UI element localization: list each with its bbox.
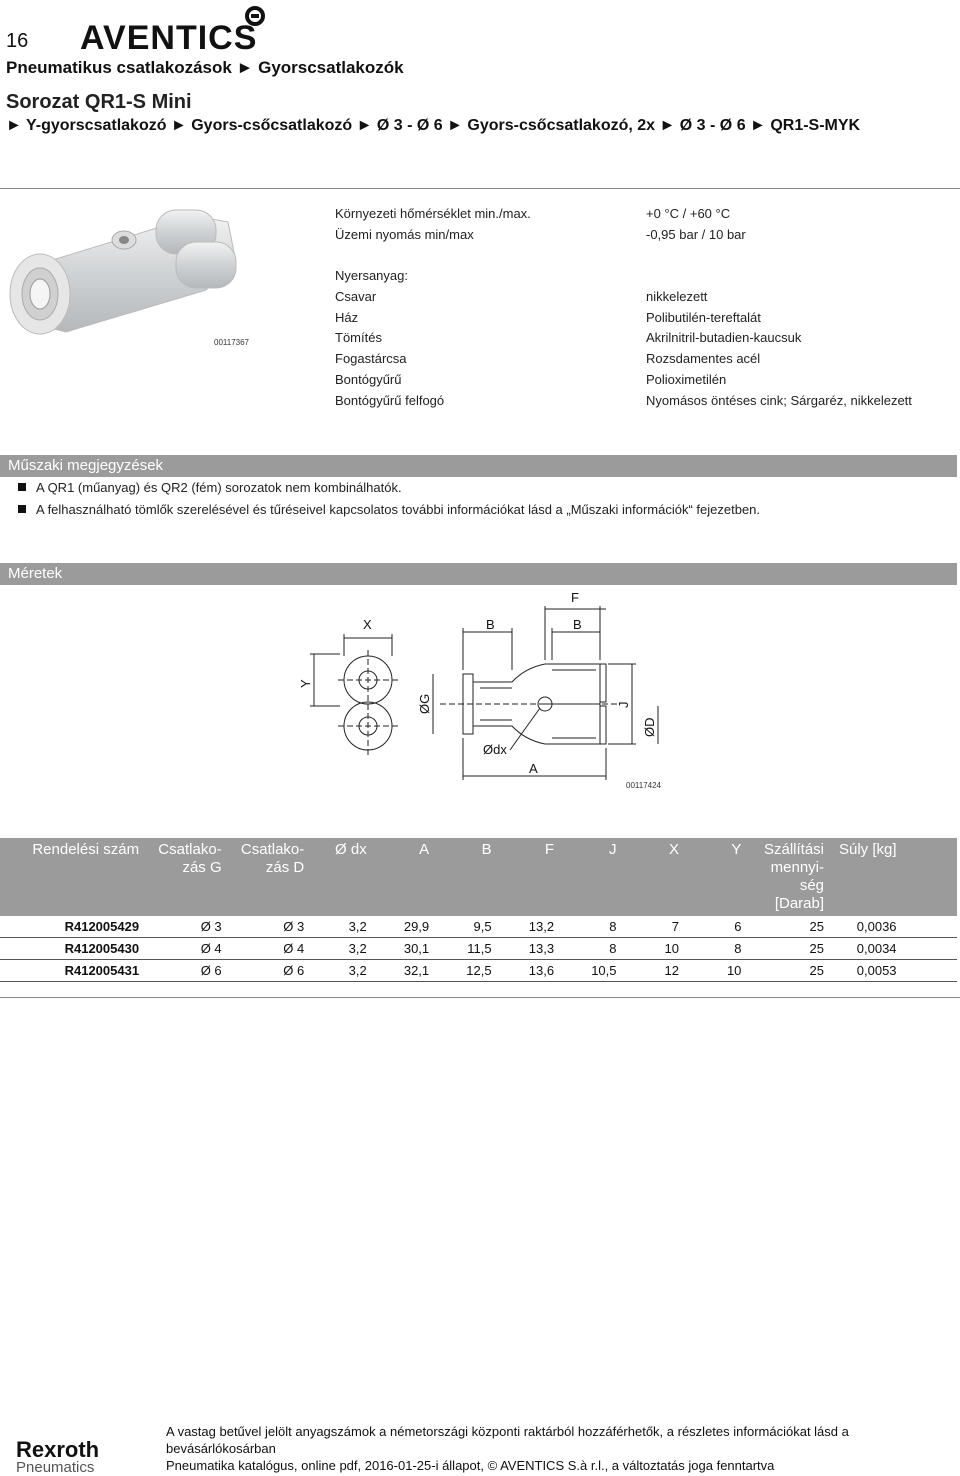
order-number: R412005429 bbox=[0, 916, 147, 938]
table-cell: 30,1 bbox=[375, 938, 437, 960]
column-header: Rendelési szám bbox=[0, 838, 147, 916]
table-cell: 11,5 bbox=[437, 938, 499, 960]
table-cell: Ø 6 bbox=[230, 960, 313, 982]
table-cell: 10,5 bbox=[562, 960, 624, 982]
table-cell: Ø 3 bbox=[230, 916, 313, 938]
column-header: J bbox=[562, 838, 624, 916]
table-cell: 0,0034 bbox=[832, 938, 905, 960]
table-cell: 7 bbox=[625, 916, 687, 938]
table-row bbox=[0, 916, 957, 938]
temperature-label: Környezeti hőmérséklet min./max. bbox=[335, 206, 531, 221]
footer-note: A vastag betűvel jelölt anyagszámok a németországi központi raktárból hozzáférhetők, a részletes információkat lásd a bevásárlókosárban bbox=[166, 1424, 849, 1456]
notes-section-title: Műszaki megjegyzések bbox=[0, 455, 957, 477]
temperature-value: +0 °C / +60 °C bbox=[646, 206, 731, 221]
dim-label-dx: Ødx bbox=[483, 742, 507, 757]
breadcrumb: ► Y-gyorscsatlakozó ► Gyors-csőcsatlakozó ► Ø 3 - Ø 6 ► Gyors-csőcsatlakozó, 2x ► Ø 3 - Ø 6 ► QR1-S-MYK bbox=[6, 117, 861, 134]
svg-text:AVENTICS: AVENTICS bbox=[80, 19, 258, 54]
bullet-square-icon bbox=[18, 505, 26, 513]
table-cell-blank bbox=[905, 938, 957, 960]
table-cell-blank bbox=[905, 916, 957, 938]
dimensions-section-title: Méretek bbox=[0, 563, 957, 585]
table-cell: 25 bbox=[749, 938, 832, 960]
table-cell: 8 bbox=[562, 938, 624, 960]
dim-label-a: A bbox=[529, 761, 538, 776]
rexroth-logo: Rexroth bbox=[16, 1437, 100, 1462]
page-number: 16 bbox=[6, 30, 29, 52]
table-cell: 10 bbox=[687, 960, 749, 982]
table-cell: 12 bbox=[625, 960, 687, 982]
column-header: Szállítási mennyi-ség [Darab] bbox=[749, 838, 832, 916]
footer-catalog-info: Pneumatika katalógus, online pdf, 2016-01-25-i állapot, © AVENTICS S.à r.l., a változtatás joga fenntartva bbox=[166, 1458, 775, 1473]
table-cell-blank bbox=[905, 960, 957, 982]
table-cell: 10 bbox=[625, 938, 687, 960]
table-cell: 29,9 bbox=[375, 916, 437, 938]
divider bbox=[0, 997, 960, 998]
dim-label-b: B bbox=[573, 617, 582, 632]
material-label: Fogastárcsa bbox=[335, 351, 407, 366]
category-heading: Pneumatikus csatlakozások ► Gyorscsatlakozók bbox=[6, 58, 404, 77]
material-label: Tömítés bbox=[335, 330, 382, 345]
dimension-drawing bbox=[280, 585, 680, 785]
table-cell: 3,2 bbox=[312, 960, 374, 982]
dim-label-f: F bbox=[571, 590, 579, 605]
column-header: A bbox=[375, 838, 437, 916]
dim-label-d: ØD bbox=[642, 717, 657, 737]
order-number: R412005431 bbox=[0, 960, 147, 982]
material-value: Polibutilén-tereftalát bbox=[646, 310, 761, 325]
material-value: nikkelezett bbox=[646, 289, 708, 304]
table-cell: 25 bbox=[749, 916, 832, 938]
dim-label-y: Y bbox=[298, 679, 313, 688]
table-cell: 12,5 bbox=[437, 960, 499, 982]
materials-heading: Nyersanyag: bbox=[335, 268, 408, 283]
column-header: Ø dx bbox=[312, 838, 374, 916]
table-header-row bbox=[0, 838, 957, 916]
drawing-code: 00117424 bbox=[626, 781, 661, 790]
column-header: Súly [kg] bbox=[832, 838, 905, 916]
table-cell: Ø 4 bbox=[230, 938, 313, 960]
order-number: R412005430 bbox=[0, 938, 147, 960]
table-cell: 32,1 bbox=[375, 960, 437, 982]
column-header-blank bbox=[905, 838, 957, 916]
table-row bbox=[0, 960, 957, 982]
table-row bbox=[0, 938, 957, 960]
table-cell: 13,6 bbox=[500, 960, 562, 982]
note-text: A QR1 (műanyag) és QR2 (fém) sorozatok nem kombinálhatók. bbox=[36, 480, 402, 495]
material-label: Bontógyűrű bbox=[335, 372, 402, 387]
material-value: Akrilnitril-butadien-kaucsuk bbox=[646, 330, 802, 345]
table-cell: 3,2 bbox=[312, 938, 374, 960]
order-table bbox=[0, 838, 957, 982]
column-header: B bbox=[437, 838, 499, 916]
column-header: Csatlako-zás D bbox=[230, 838, 313, 916]
product-image bbox=[6, 202, 242, 342]
table-cell: Ø 6 bbox=[147, 960, 230, 982]
table-cell: 9,5 bbox=[437, 916, 499, 938]
pneumatics-logo-subtitle: Pneumatics bbox=[16, 1459, 95, 1476]
dim-label-j: J bbox=[616, 701, 631, 708]
pressure-label: Üzemi nyomás min/max bbox=[335, 227, 474, 242]
bullet-square-icon bbox=[18, 483, 26, 491]
table-cell: 13,2 bbox=[500, 916, 562, 938]
note-item bbox=[18, 502, 760, 517]
column-header: F bbox=[500, 838, 562, 916]
table-cell: 6 bbox=[687, 916, 749, 938]
dim-label-b: B bbox=[486, 617, 495, 632]
column-header: X bbox=[625, 838, 687, 916]
table-cell: Ø 4 bbox=[147, 938, 230, 960]
aventics-logo bbox=[80, 4, 270, 54]
table-cell: 13,3 bbox=[500, 938, 562, 960]
dim-label-x: X bbox=[363, 617, 372, 632]
note-item bbox=[18, 480, 402, 495]
column-header: Csatlako-zás G bbox=[147, 838, 230, 916]
material-value: Nyomásos öntéses cink; Sárgaréz, nikkelezett bbox=[646, 393, 912, 408]
material-label: Ház bbox=[335, 310, 359, 325]
material-label: Bontógyűrű felfogó bbox=[335, 393, 445, 408]
material-label: Csavar bbox=[335, 289, 377, 304]
table-cell: 0,0053 bbox=[832, 960, 905, 982]
material-value: Rozsdamentes acél bbox=[646, 351, 761, 366]
material-value: Polioximetilén bbox=[646, 372, 727, 387]
note-text: A felhasználható tömlők szerelésével és tűréseivel kapcsolatos további információkat lásd a „Műszaki információk“ fejezetben. bbox=[36, 502, 761, 517]
series-title: Sorozat QR1-S Mini bbox=[6, 91, 192, 113]
dim-label-g: ØG bbox=[417, 693, 432, 714]
table-cell: 8 bbox=[562, 916, 624, 938]
column-header: Y bbox=[687, 838, 749, 916]
table-cell: 8 bbox=[687, 938, 749, 960]
table-cell: Ø 3 bbox=[147, 916, 230, 938]
image-code: 00117367 bbox=[214, 338, 249, 347]
divider bbox=[0, 188, 960, 189]
table-cell: 0,0036 bbox=[832, 916, 905, 938]
table-cell: 3,2 bbox=[312, 916, 374, 938]
table-cell: 25 bbox=[749, 960, 832, 982]
pressure-value: -0,95 bar / 10 bar bbox=[646, 227, 746, 242]
